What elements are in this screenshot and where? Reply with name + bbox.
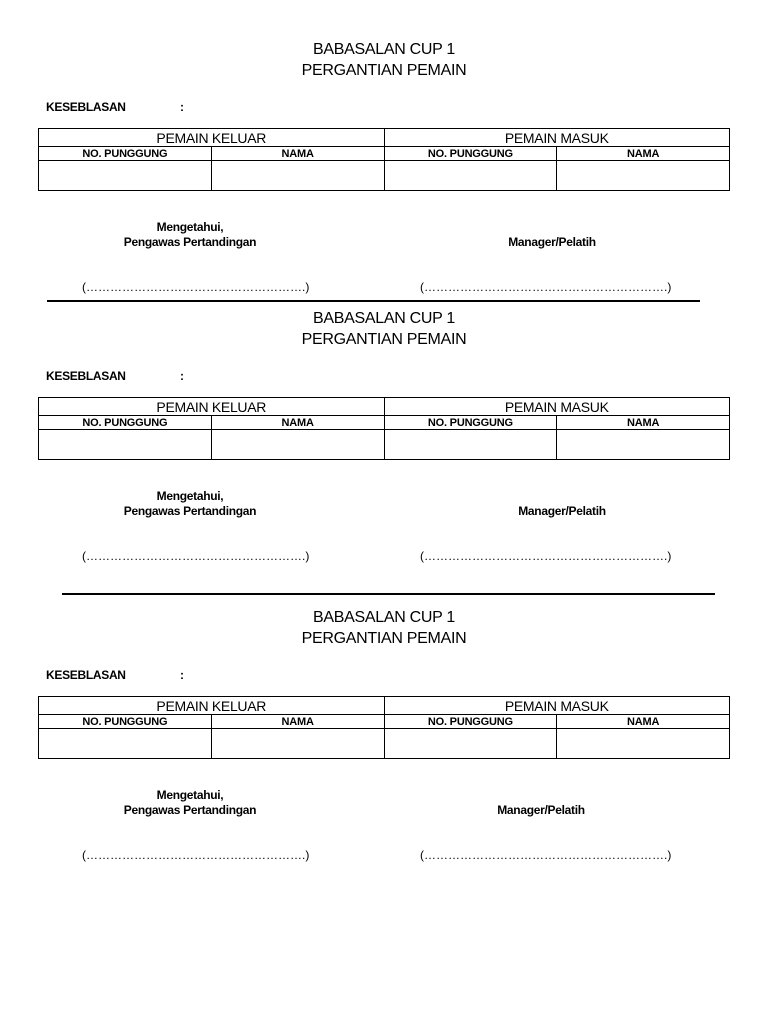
team-colon: : (180, 369, 184, 383)
substitution-table (38, 397, 730, 460)
team-colon: : (180, 668, 184, 682)
out-name-cell[interactable] (211, 729, 384, 759)
out-name-cell[interactable] (211, 430, 384, 460)
in-name-cell[interactable] (557, 729, 730, 759)
in-number-cell[interactable] (384, 161, 557, 191)
col-in-number: NO. PUNGGUNG (384, 715, 557, 729)
team-label: KESEBLASAN (46, 369, 126, 383)
col-out-name: NAMA (211, 147, 384, 161)
out-number-cell[interactable] (39, 729, 212, 759)
col-in-name: NAMA (557, 715, 730, 729)
players-out-header: PEMAIN KELUAR (39, 398, 385, 416)
team-label: KESEBLASAN (46, 100, 126, 114)
in-number-cell[interactable] (384, 430, 557, 460)
substitution-form-1 (0, 0, 768, 294)
form-subtitle: PERGANTIAN PEMAIN (301, 331, 467, 348)
col-in-name: NAMA (557, 147, 730, 161)
witness-signature-line: (……………………………………………….) (82, 549, 310, 563)
substitution-form-2 (0, 269, 768, 563)
substitution-table (38, 696, 730, 759)
witness-block (90, 788, 290, 818)
players-out-header: PEMAIN KELUAR (39, 129, 385, 147)
team-colon: : (180, 100, 184, 114)
col-out-name: NAMA (211, 715, 384, 729)
witness-block (90, 489, 290, 519)
witness-line-1: Mengetahui, (156, 489, 224, 503)
form-title: BABASALAN CUP 1 (313, 310, 455, 327)
col-in-number: NO. PUNGGUNG (384, 147, 557, 161)
team-label: KESEBLASAN (46, 668, 126, 682)
col-out-number: NO. PUNGGUNG (39, 147, 212, 161)
manager-signature-line: (…………………………………………………….) (420, 280, 672, 294)
out-number-cell[interactable] (39, 161, 212, 191)
witness-line-2: Pengawas Pertandingan (123, 235, 257, 249)
form-subtitle: PERGANTIAN PEMAIN (301, 630, 467, 647)
form-subtitle: PERGANTIAN PEMAIN (301, 62, 467, 79)
col-in-name: NAMA (557, 416, 730, 430)
players-in-header: PEMAIN MASUK (384, 398, 730, 416)
players-out-header: PEMAIN KELUAR (39, 697, 385, 715)
witness-block (90, 220, 290, 250)
in-number-cell[interactable] (384, 729, 557, 759)
manager-label: Manager/Pelatih (497, 803, 585, 817)
manager-signature-line: (…………………………………………………….) (420, 549, 672, 563)
manager-signature-line: (…………………………………………………….) (420, 848, 672, 862)
players-in-header: PEMAIN MASUK (384, 129, 730, 147)
witness-signature-line: (……………………………………………….) (82, 848, 310, 862)
players-in-header: PEMAIN MASUK (384, 697, 730, 715)
col-in-number: NO. PUNGGUNG (384, 416, 557, 430)
manager-label: Manager/Pelatih (508, 235, 596, 249)
manager-label: Manager/Pelatih (518, 504, 606, 518)
col-out-number: NO. PUNGGUNG (39, 715, 212, 729)
substitution-table (38, 128, 730, 191)
form-title: BABASALAN CUP 1 (313, 609, 455, 626)
col-out-name: NAMA (211, 416, 384, 430)
form-title: BABASALAN CUP 1 (313, 41, 455, 58)
in-name-cell[interactable] (557, 430, 730, 460)
witness-line-1: Mengetahui, (156, 788, 224, 802)
witness-line-2: Pengawas Pertandingan (123, 803, 257, 817)
witness-line-2: Pengawas Pertandingan (123, 504, 257, 518)
in-name-cell[interactable] (557, 161, 730, 191)
out-name-cell[interactable] (211, 161, 384, 191)
substitution-form-3 (0, 568, 768, 862)
witness-line-1: Mengetahui, (156, 220, 224, 234)
out-number-cell[interactable] (39, 430, 212, 460)
witness-signature-line: (……………………………………………….) (82, 280, 310, 294)
col-out-number: NO. PUNGGUNG (39, 416, 212, 430)
